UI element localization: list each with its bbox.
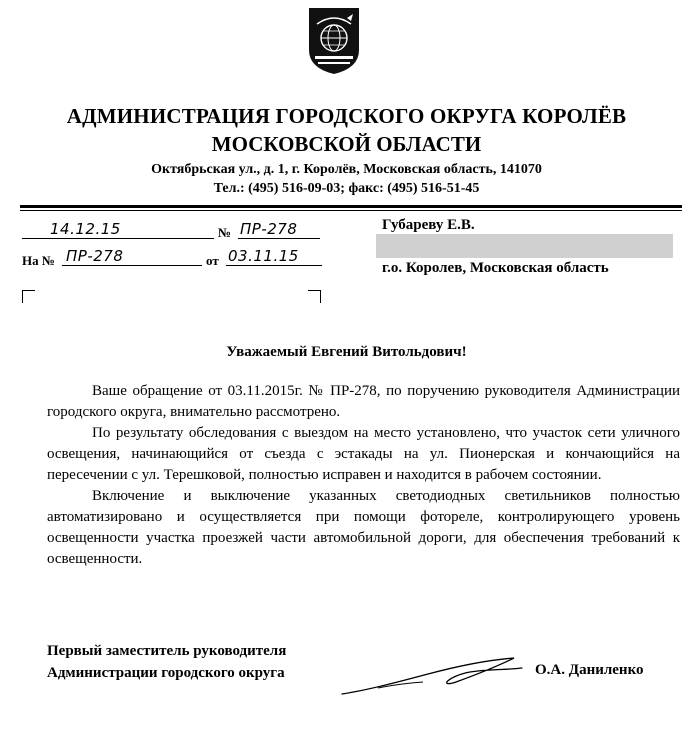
signature-icon <box>338 652 528 702</box>
letter-number: ПР-278 <box>238 220 320 239</box>
from-label: от <box>206 253 219 268</box>
header-divider-thick <box>20 205 682 208</box>
paragraph: По результату обследования с выездом на место установлено, что участок сети уличного освещения, начинающийся от съезда с эстакады на ул. Пионерская и кончающийся на пересечении с ул. Терешковой, полностью исправен и находится в рабочем состоянии. <box>47 425 680 483</box>
header-divider-thin <box>20 210 682 211</box>
organization-name: АДМИНИСТРАЦИЯ ГОРОДСКОГО ОКРУГА КОРОЛЁВ <box>66 104 627 128</box>
letter-date: 14.12.15 <box>22 220 214 239</box>
address-corner-left <box>22 290 35 303</box>
greeting: Уважаемый Евгений Витольдович! <box>226 344 467 360</box>
number-label: № <box>218 225 232 240</box>
signatory-position <box>47 640 286 684</box>
position-line: Администрации городского округа <box>47 665 285 681</box>
paragraph: Включение и выключение указанных светодиодных светильников полностью автоматизировано и осуществляется при помощи фотореле, контролирующего уровень освещенности участка проезжей части автомобильной дороги, для обеспечения требований к освещенности. <box>47 488 680 567</box>
organization-address: Октябрьская ул., д. 1, г. Королёв, Московская область, 141070 <box>151 162 542 177</box>
in-reply-number: ПР-278 <box>62 247 202 266</box>
paragraph: Ваше обращение от 03.11.2015г. № ПР-278, по поручению руководителя Администрации городского округа, внимательно рассмотрено. <box>47 383 680 420</box>
address-corner-right <box>308 290 321 303</box>
signer-name: О.А. Даниленко <box>535 662 644 678</box>
recipient-city: г.о. Королев, Московская область <box>382 260 609 276</box>
organization-region: МОСКОВСКОЙ ОБЛАСТИ <box>211 132 482 156</box>
recipient-name: Губареву Е.В. <box>382 217 475 233</box>
organization-contacts: Тел.: (495) 516-09-03; факс: (495) 516-51-45 <box>213 181 480 196</box>
in-reply-date: 03.11.15 <box>226 247 322 266</box>
in-reply-label: На № <box>22 253 55 268</box>
letter-body <box>47 381 680 570</box>
redacted-address <box>376 234 673 258</box>
coat-of-arms-icon <box>307 6 361 76</box>
position-line: Первый заместитель руководителя <box>47 643 287 659</box>
